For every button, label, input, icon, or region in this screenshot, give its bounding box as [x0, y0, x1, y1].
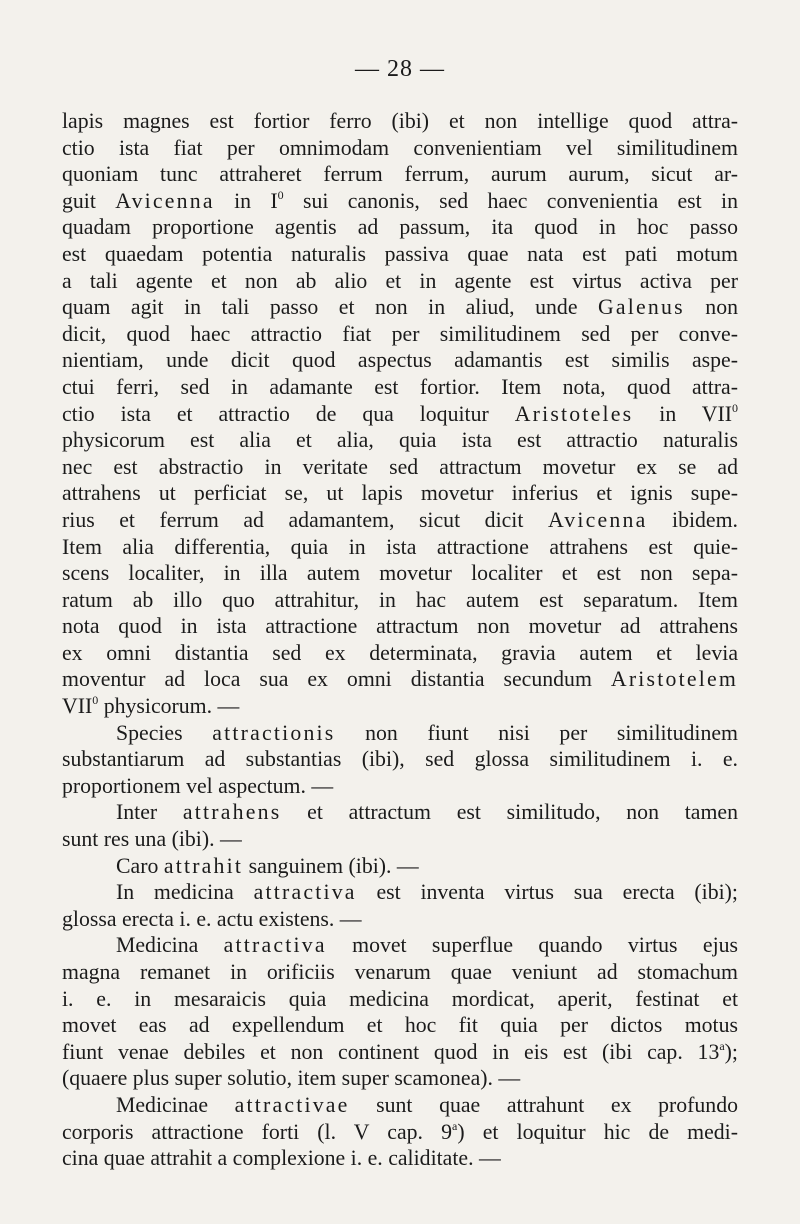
text-line	[62, 108, 738, 135]
text-line	[62, 374, 738, 401]
text-run: fiunt venae debiles et non continent quod in eis est (ibi cap. 13	[62, 1039, 720, 1064]
text-run: ratum ab illo quo attrahitur, in hac autem est separatum. Item	[62, 587, 738, 612]
text-run: nec est abstractio in veritate sed attractum movetur ex se ad	[62, 454, 738, 479]
text-run: In medicina	[116, 880, 254, 905]
text-run: physicorum est alia et alia, quia ista est attractio naturalis	[62, 428, 738, 453]
text-run: lapis magnes est fortior ferro (ibi) et non intellige quod attra-	[62, 109, 738, 133]
text-line	[62, 799, 738, 826]
text-line	[62, 1039, 738, 1066]
text-line	[62, 294, 738, 321]
spaced-name: attractiva	[253, 880, 357, 905]
text-run: dicit, quod haec attractio fiat per similitudinem sed per conve-	[62, 321, 738, 346]
text-run: est quaedam potentia naturalis passiva quae nata est pati motum	[62, 241, 738, 266]
text-run: Inter	[116, 800, 183, 825]
text-line	[62, 135, 738, 162]
text-line	[62, 666, 738, 693]
text-run: ) et loquitur hic de medi-	[457, 1119, 738, 1144]
text-line	[62, 507, 738, 534]
superscript: a	[719, 1038, 725, 1053]
text-run: nientiam, unde dicit quod aspectus adamantis est similis aspe-	[62, 348, 738, 373]
text-line	[62, 693, 738, 720]
spaced-name: attractivae	[234, 1092, 350, 1117]
spaced-name: attractiva	[223, 933, 327, 958]
text-run: proportionem vel aspectum. —	[62, 773, 334, 798]
text-line	[62, 241, 738, 268]
text-line	[62, 1145, 738, 1172]
text-run: quoniam tunc attraheret ferrum ferrum, aurum aurum, sicut ar-	[62, 162, 738, 187]
text-run: et attractum est similitudo, non tamen	[281, 800, 738, 825]
spaced-name: Avicenna	[115, 188, 215, 213]
spaced-name: attractionis	[212, 720, 336, 745]
text-run: );	[724, 1039, 738, 1064]
text-line	[62, 1065, 738, 1092]
text-line	[62, 1119, 738, 1146]
text-line	[62, 214, 738, 241]
text-run: Medicinae	[116, 1092, 235, 1117]
text-line	[62, 906, 738, 933]
text-run: ctio ista fiat per omnimodam convenientiam vel similitudinem	[62, 135, 738, 160]
text-line	[62, 587, 738, 614]
text-run: ctio ista et attractio de qua loquitur	[62, 401, 515, 426]
text-line	[62, 268, 738, 295]
text-run: a tali agente et non ab alio et in agente est virtus activa per	[62, 268, 738, 293]
spaced-name: attrahit	[163, 853, 244, 878]
text-run: moventur ad loca sua ex omni distantia secundum	[62, 667, 611, 692]
text-line	[62, 401, 738, 428]
text-run: ex omni distantia sed ex determinata, gravia autem et levia	[62, 640, 738, 665]
text-line	[62, 188, 738, 215]
text-line	[62, 454, 738, 481]
page-number: — 28 —	[355, 56, 445, 82]
text-run: sunt res una (ibi). —	[62, 827, 242, 852]
text-run: physicorum. —	[98, 694, 240, 719]
text-line	[62, 347, 738, 374]
text-run: magna remanet in orificiis venarum quae veniunt ad stomachum	[62, 960, 738, 984]
text-line	[62, 879, 738, 906]
text-line	[62, 986, 738, 1013]
text-run: ctui ferri, sed in adamante est fortior. Item nota, quod attra-	[62, 374, 738, 399]
superscript: 0	[92, 693, 99, 708]
text-run: non	[684, 295, 738, 320]
text-line	[62, 720, 738, 747]
text-line	[62, 480, 738, 507]
text-run: scens localiter, in illa autem movetur localiter et est non sepa-	[62, 561, 738, 586]
text-run: Species	[116, 720, 213, 745]
superscript: a	[452, 1118, 458, 1133]
text-line	[62, 746, 738, 773]
text-run: i. e. in mesaraicis quia medicina mordicat, aperit, festinat et	[62, 986, 738, 1011]
text-run: sui canonis, sed haec convenientia est in	[283, 188, 738, 213]
text-run: Caro	[116, 853, 164, 878]
text-run: quam agit in tali passo et non in aliud, unde	[62, 295, 598, 320]
spaced-name: Galenus	[597, 295, 685, 320]
text-run: movet eas ad expellendum et hoc fit quia per dictos motus	[62, 1013, 738, 1038]
text-line	[62, 1012, 738, 1039]
text-run: Item alia differentia, quia in ista attractione attrahens est quie-	[62, 534, 738, 559]
text-line	[62, 853, 738, 880]
text-run: nota quod in ista attractione attractum non movetur ad attrahens	[62, 614, 738, 639]
text-run: cina quae attrahit a complexione i. e. caliditate. —	[62, 1146, 501, 1171]
text-run: Medicina	[116, 933, 224, 958]
spaced-name: Aristoteles	[514, 401, 634, 426]
text-run: rius et ferrum ad adamantem, sicut dicit	[62, 507, 548, 532]
text-line	[62, 161, 738, 188]
text-run: corporis attractione forti (l. V cap. 9	[62, 1119, 452, 1144]
text-line	[62, 560, 738, 587]
text-run: substantiarum ad substantias (ibi), sed glossa similitudinem i. e.	[62, 747, 738, 772]
text-run: glossa erecta i. e. actu existens. —	[62, 906, 362, 931]
spaced-name: Aristotelem	[610, 667, 738, 692]
text-line	[62, 534, 738, 561]
text-run: quadam proportione agentis ad passum, ita quod in hoc passo	[62, 215, 738, 240]
text-line	[62, 321, 738, 348]
spaced-name: attrahens	[182, 800, 282, 825]
text-run: sunt quae attrahunt ex profundo	[349, 1092, 738, 1117]
text-run: ibidem.	[647, 507, 738, 532]
text-run: non fiunt nisi per similitudinem	[335, 720, 738, 745]
spaced-name: Avicenna	[547, 507, 648, 532]
body-text	[62, 108, 738, 1172]
text-run: guit	[62, 188, 116, 213]
text-line	[62, 959, 738, 986]
text-run: est inventa virtus sua erecta (ibi);	[356, 880, 738, 905]
text-line	[62, 613, 738, 640]
text-run: (quaere plus super solutio, item super scamonea). —	[62, 1066, 521, 1091]
text-line	[62, 640, 738, 667]
text-run: attrahens ut perficiat se, ut lapis movetur inferius et ignis supe-	[62, 481, 738, 506]
text-run: in VII	[633, 401, 733, 426]
text-line	[62, 773, 738, 800]
text-line	[62, 427, 738, 454]
text-line	[62, 932, 738, 959]
text-run: in I	[214, 188, 278, 213]
superscript: 0	[732, 400, 738, 415]
superscript: 0	[277, 187, 284, 202]
text-line	[62, 826, 738, 853]
text-run: sanguinem (ibi). —	[243, 853, 419, 878]
text-line	[62, 1092, 738, 1119]
text-run: VII	[62, 694, 93, 719]
text-run: movet superflue quando virtus ejus	[326, 933, 738, 958]
